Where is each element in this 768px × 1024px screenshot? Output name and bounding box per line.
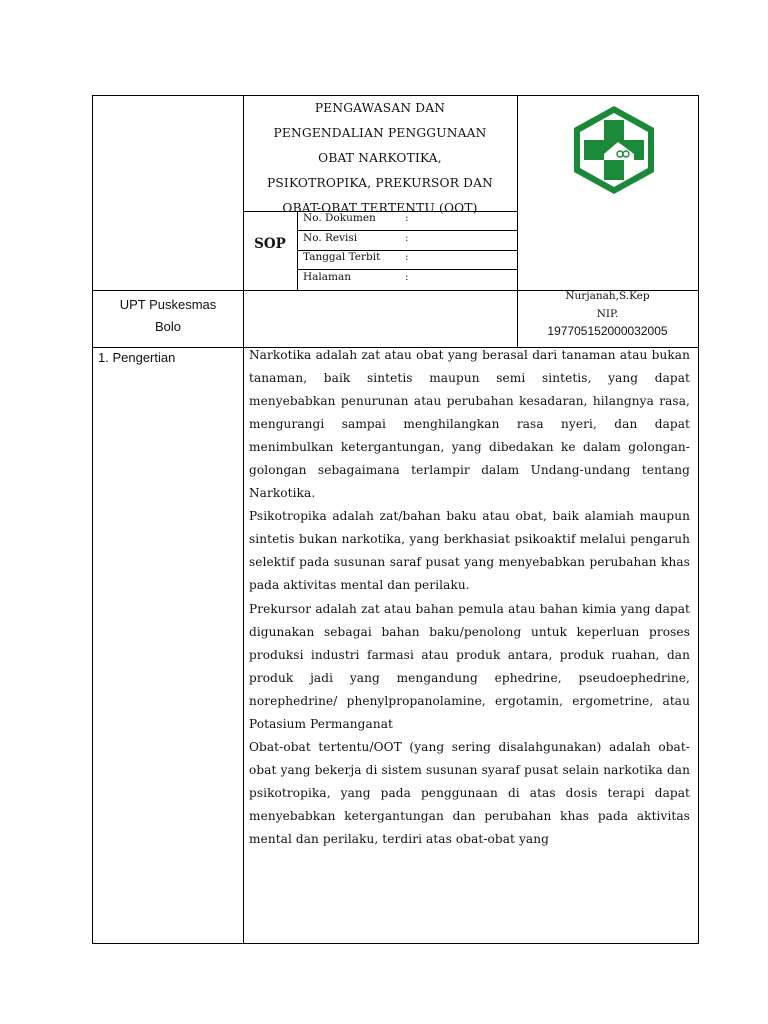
section-body [249, 344, 690, 851]
title-line: PENGAWASAN DAN [314, 101, 446, 115]
paragraph: Prekursor adalah zat atau bahan pemula atau bahan kimia yang dapat digunakan sebagai bahan baku/penolong untuk keperluan proses produksi industri farmasi atau produk antara, produk ruahan, dan produk jadi yang mengandung ephedrine, pseudoephedrine, norephedrine/ phenylpropanolamine, ergotamin, ergometrine, atau Potasium Permanganat [249, 601, 690, 731]
doc-field-colon: : [405, 212, 409, 224]
paragraph: Psikotropika adalah zat/bahan baku atau obat, baik alamiah maupun sintetis bukan narkotika, yang berkhasiat psikoaktif melalui pengaruh selektif pada susunan saraf pusat yang menyebabkan perubahan khas pada aktivitas mental dan perilaku. [249, 509, 690, 593]
paragraph: Narkotika adalah zat atau obat yang berasal dari tanaman atau bukan tanaman, baik sintetis maupun semi sintetis, yang dapat menyebabkan penurunan atau perubahan kesadaran, hilangnya rasa, mengurangi sampai menghilangkan rasa nyeri, dan dapat menimbulkan ketergantungan, yang dibedakan ke dalam golongan-golongan sebagaimana terlampir dalam Undang-undang tentang Narkotika. [249, 348, 690, 501]
document-title [243, 96, 517, 221]
sop-label: SOP [254, 236, 286, 252]
puskesmas-logo-icon [568, 104, 660, 196]
signatory [517, 288, 698, 341]
title-line: OBAT-OBAT TERTENTU (OOT) [282, 201, 478, 215]
doc-field-row [297, 209, 517, 228]
title-line: PSIKOTROPIKA, PREKURSOR DAN [266, 176, 494, 190]
paragraph: Obat-obat tertentu/OOT (yang sering disalahgunakan) adalah obat-obat yang bekerja di sistem susunan syaraf pusat selain narkotika dan psikotropika, yang pada penggunaan di atas dosis terapi dapat menyebabkan ketergantungan dan perubahan khas pada aktivitas mental dan perilaku, terdiri atas obat-obat yang [249, 739, 690, 846]
doc-field-label: Tanggal Terbit [303, 251, 381, 263]
doc-field-row [297, 229, 517, 248]
doc-field-row [297, 248, 517, 267]
doc-field-row [297, 268, 517, 287]
section-label: 1. Pengertian [98, 350, 176, 365]
nip-number: 197705152000032005 [547, 324, 668, 338]
doc-field-colon: : [405, 251, 409, 263]
nip-label: NIP. [596, 307, 619, 320]
title-line: OBAT NARKOTIKA, [318, 151, 442, 165]
doc-field-label: No. Dokumen [303, 212, 376, 224]
doc-field-colon: : [405, 271, 409, 283]
doc-field-colon: : [405, 232, 409, 244]
doc-field-label: No. Revisi [303, 232, 358, 244]
title-line: PENGENDALIAN PENGGUNAAN [273, 126, 487, 140]
table-divider [243, 95, 244, 944]
unit-name [93, 294, 243, 338]
signatory-name: Nurjanah,S.Kep [565, 290, 650, 302]
unit-line: UPT Puskesmas [119, 297, 217, 312]
unit-line: Bolo [154, 319, 182, 334]
doc-field-label: Halaman [303, 271, 352, 283]
